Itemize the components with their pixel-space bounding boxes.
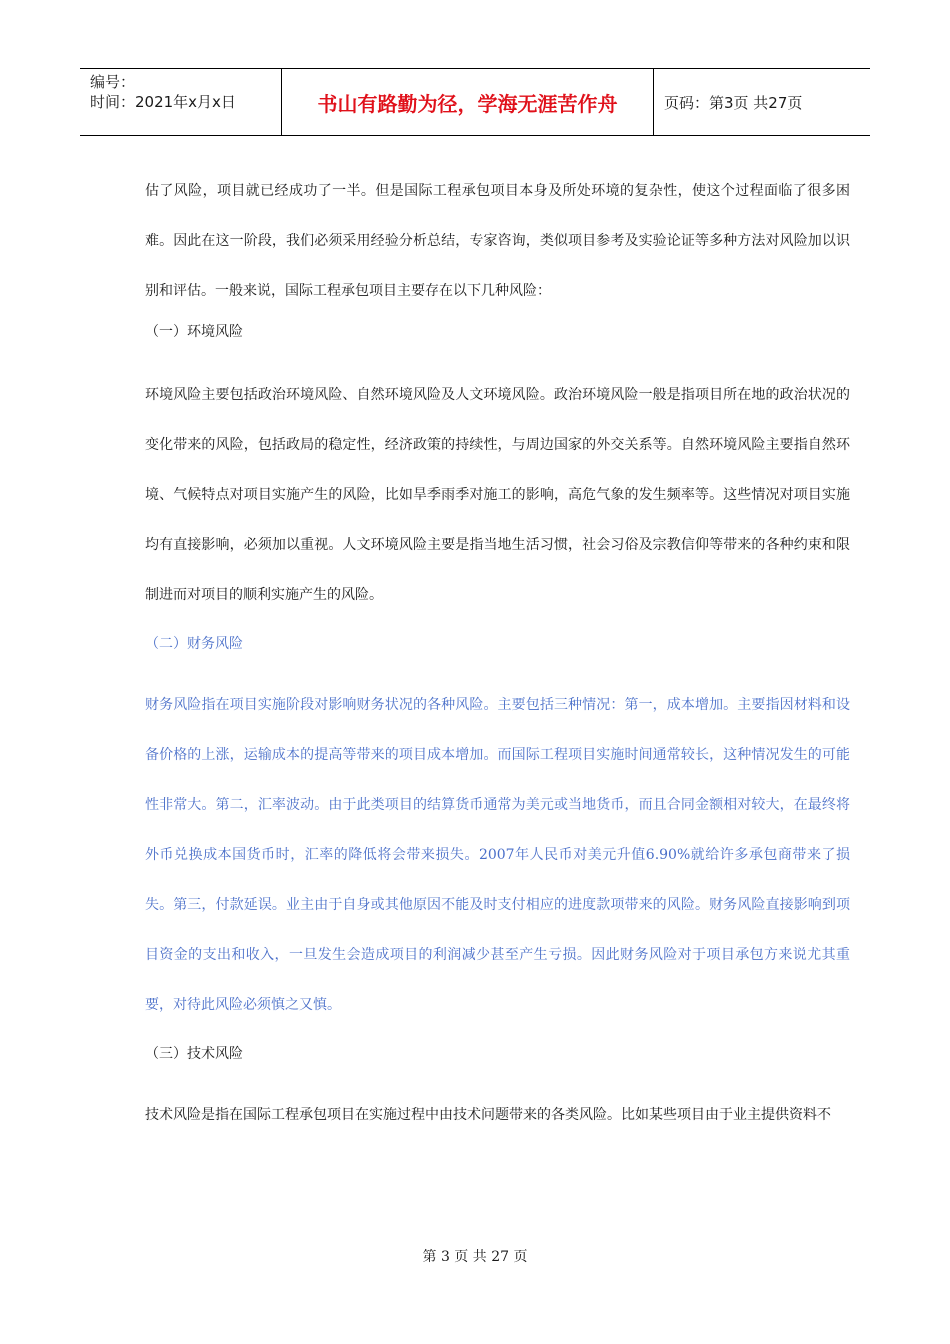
section-finance-heading: （二）财务风险	[145, 636, 243, 652]
document-date-label: 时间：2021年x月x日	[90, 93, 236, 111]
section-technical-heading: （三）技术风险	[145, 1046, 243, 1062]
header-page-info: 页码：第3页 共27页	[664, 93, 803, 112]
document-body	[145, 178, 850, 1140]
page-footer: 第 3 页 共 27 页	[422, 1249, 528, 1265]
document-number-label: 编号：	[90, 73, 136, 91]
header-motto: 书山有路勤为径，学海无涯苦作舟	[282, 69, 654, 135]
header-table	[80, 68, 870, 136]
header-meta-cell	[80, 69, 282, 135]
intro-paragraph: 估了风险，项目就已经成功了一半。但是国际工程承包项目本身及所处环境的复杂性，使这个过程面临了很多困难。因此在这一阶段，我们必须采用经验分析总结，专家咨询，类似项目参考及实验论证等多种方法对风险加以识别和评估。一般来说，国际工程承包项目主要存在以下几种风险：	[145, 183, 850, 299]
section-environment-paragraph: 环境风险主要包括政治环境风险、自然环境风险及人文环境风险。政治环境风险一般是指项目所在地的政治状况的变化带来的风险，包括政局的稳定性，经济政策的持续性，与周边国家的外交关系等。自然环境风险主要指自然环境、气候特点对项目实施产生的风险，比如旱季雨季对施工的影响，高危气象的发生频率等。这些情况对项目实施均有直接影响，必须加以重视。人文环境风险主要是指当地生活习惯，社会习俗及宗教信仰等带来的各种约束和限制进而对项目的顺利实施产生的风险。	[145, 387, 850, 603]
section-finance-paragraph: 财务风险指在项目实施阶段对影响财务状况的各种风险。主要包括三种情况：第一，成本增加。主要指因材料和设备价格的上涨，运输成本的提高等带来的项目成本增加。而国际工程项目实施时间通常较长，这种情况发生的可能性非常大。第二，汇率波动。由于此类项目的结算货币通常为美元或当地货币，而且合同金额相对较大，在最终将外币兑换成本国货币时，汇率的降低将会带来损失。2007年人民币对美元升值6.90%就给许多承包商带来了损失。第三，付款延误。业主由于自身或其他原因不能及时支付相应的进度款项带来的风险。财务风险直接影响到项目资金的支出和收入，一旦发生会造成项目的利润减少甚至产生亏损。因此财务风险对于项目承包方来说尤其重要，对待此风险必须慎之又慎。	[145, 697, 850, 1013]
section-environment-heading: （一）环境风险	[145, 324, 243, 340]
section-technical-paragraph: 技术风险是指在国际工程承包项目在实施过程中由技术问题带来的各类风险。比如某些项目由于业主提供资料不	[145, 1107, 831, 1123]
